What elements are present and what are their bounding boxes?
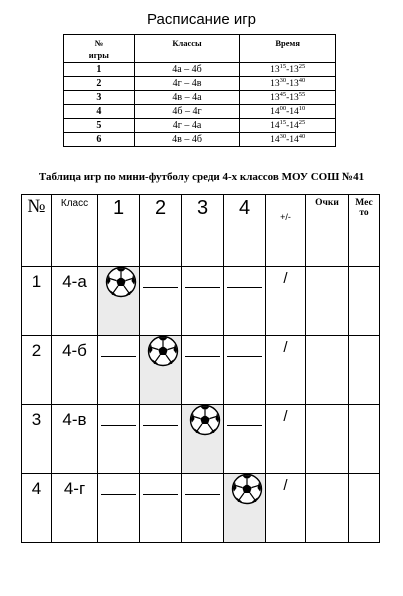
games-result-cell (182, 336, 224, 405)
schedule-game-number: 5 (64, 119, 135, 133)
games-result-cell (224, 336, 266, 405)
schedule-header-number: № игры (64, 35, 135, 63)
soccer-ball-icon (147, 335, 179, 367)
games-table (21, 194, 380, 543)
games-row-number: 2 (22, 336, 52, 405)
schedule-row (64, 119, 336, 133)
schedule-row (64, 133, 336, 147)
schedule-game-number: 2 (64, 77, 135, 91)
schedule-classes: 4а – 4б (134, 63, 240, 77)
games-place-cell (349, 267, 380, 336)
games-diagonal-cell (182, 405, 224, 474)
games-result-cell (98, 474, 140, 543)
games-plus-minus-cell: / (266, 405, 306, 474)
games-diagonal-cell (98, 267, 140, 336)
soccer-ball-icon (105, 266, 137, 298)
schedule-time: $13^{15}-13^{25}$ (240, 63, 336, 77)
schedule-time: $14^{00}-14^{10}$ (240, 105, 336, 119)
schedule-time: $14^{30}-14^{40}$ (240, 133, 336, 147)
soccer-ball-icon (231, 473, 263, 505)
games-row-class: 4-в (52, 405, 98, 474)
schedule-table (63, 34, 336, 147)
schedule-row (64, 63, 336, 77)
schedule-game-number: 3 (64, 91, 135, 105)
games-header-points: Очки (306, 195, 349, 267)
games-diagonal-cell (140, 336, 182, 405)
schedule-time: $13^{30}-13^{40}$ (240, 77, 336, 91)
games-result-cell (140, 474, 182, 543)
games-points-cell (306, 267, 349, 336)
games-place-cell (349, 336, 380, 405)
soccer-ball-icon (189, 404, 221, 436)
schedule-classes: 4в – 4б (134, 133, 240, 147)
games-result-cell (182, 267, 224, 336)
games-row-number: 1 (22, 267, 52, 336)
games-diagonal-cell (224, 474, 266, 543)
games-plus-minus-cell: / (266, 474, 306, 543)
games-points-cell (306, 336, 349, 405)
games-points-cell (306, 474, 349, 543)
games-header-number: № (22, 195, 52, 267)
games-row-number: 3 (22, 405, 52, 474)
schedule-classes: 4г – 4а (134, 119, 240, 133)
schedule-header-classes: Классы (134, 35, 240, 63)
schedule-game-number: 6 (64, 133, 135, 147)
schedule-row (64, 91, 336, 105)
games-header-4: 4 (224, 195, 266, 267)
schedule-classes: 4в – 4а (134, 91, 240, 105)
games-points-cell (306, 405, 349, 474)
games-row-number: 4 (22, 474, 52, 543)
schedule-game-number: 1 (64, 63, 135, 77)
games-row (22, 267, 380, 336)
games-result-cell (98, 405, 140, 474)
games-plus-minus-cell: / (266, 336, 306, 405)
schedule-classes: 4г – 4в (134, 77, 240, 91)
games-row-class: 4-б (52, 336, 98, 405)
games-place-cell (349, 474, 380, 543)
schedule-time: $13^{45}-13^{55}$ (240, 91, 336, 105)
games-result-cell (140, 405, 182, 474)
games-result-cell (140, 267, 182, 336)
games-row-class: 4-г (52, 474, 98, 543)
games-title: Таблица игр по мини-футболу среди 4-х классов МОУ СОШ №41 (38, 171, 365, 183)
games-place-cell (349, 405, 380, 474)
games-plus-minus-cell: / (266, 267, 306, 336)
schedule-time: $14^{15}-14^{25}$ (240, 119, 336, 133)
schedule-row (64, 77, 336, 91)
games-row (22, 336, 380, 405)
games-header-place: Мес то (349, 195, 380, 267)
games-row-class: 4-а (52, 267, 98, 336)
schedule-title: Расписание игр (146, 11, 257, 28)
games-result-cell (182, 474, 224, 543)
games-header-3: 3 (182, 195, 224, 267)
schedule-row (64, 105, 336, 119)
games-result-cell (98, 336, 140, 405)
games-header-2: 2 (140, 195, 182, 267)
schedule-header-time: Время (240, 35, 336, 63)
games-header-class: Класс (52, 195, 98, 267)
games-result-cell (224, 405, 266, 474)
games-row (22, 474, 380, 543)
games-result-cell (224, 267, 266, 336)
schedule-classes: 4б – 4г (134, 105, 240, 119)
games-header-plus-minus: +/- (266, 195, 306, 267)
games-row (22, 405, 380, 474)
games-header-1: 1 (98, 195, 140, 267)
schedule-game-number: 4 (64, 105, 135, 119)
